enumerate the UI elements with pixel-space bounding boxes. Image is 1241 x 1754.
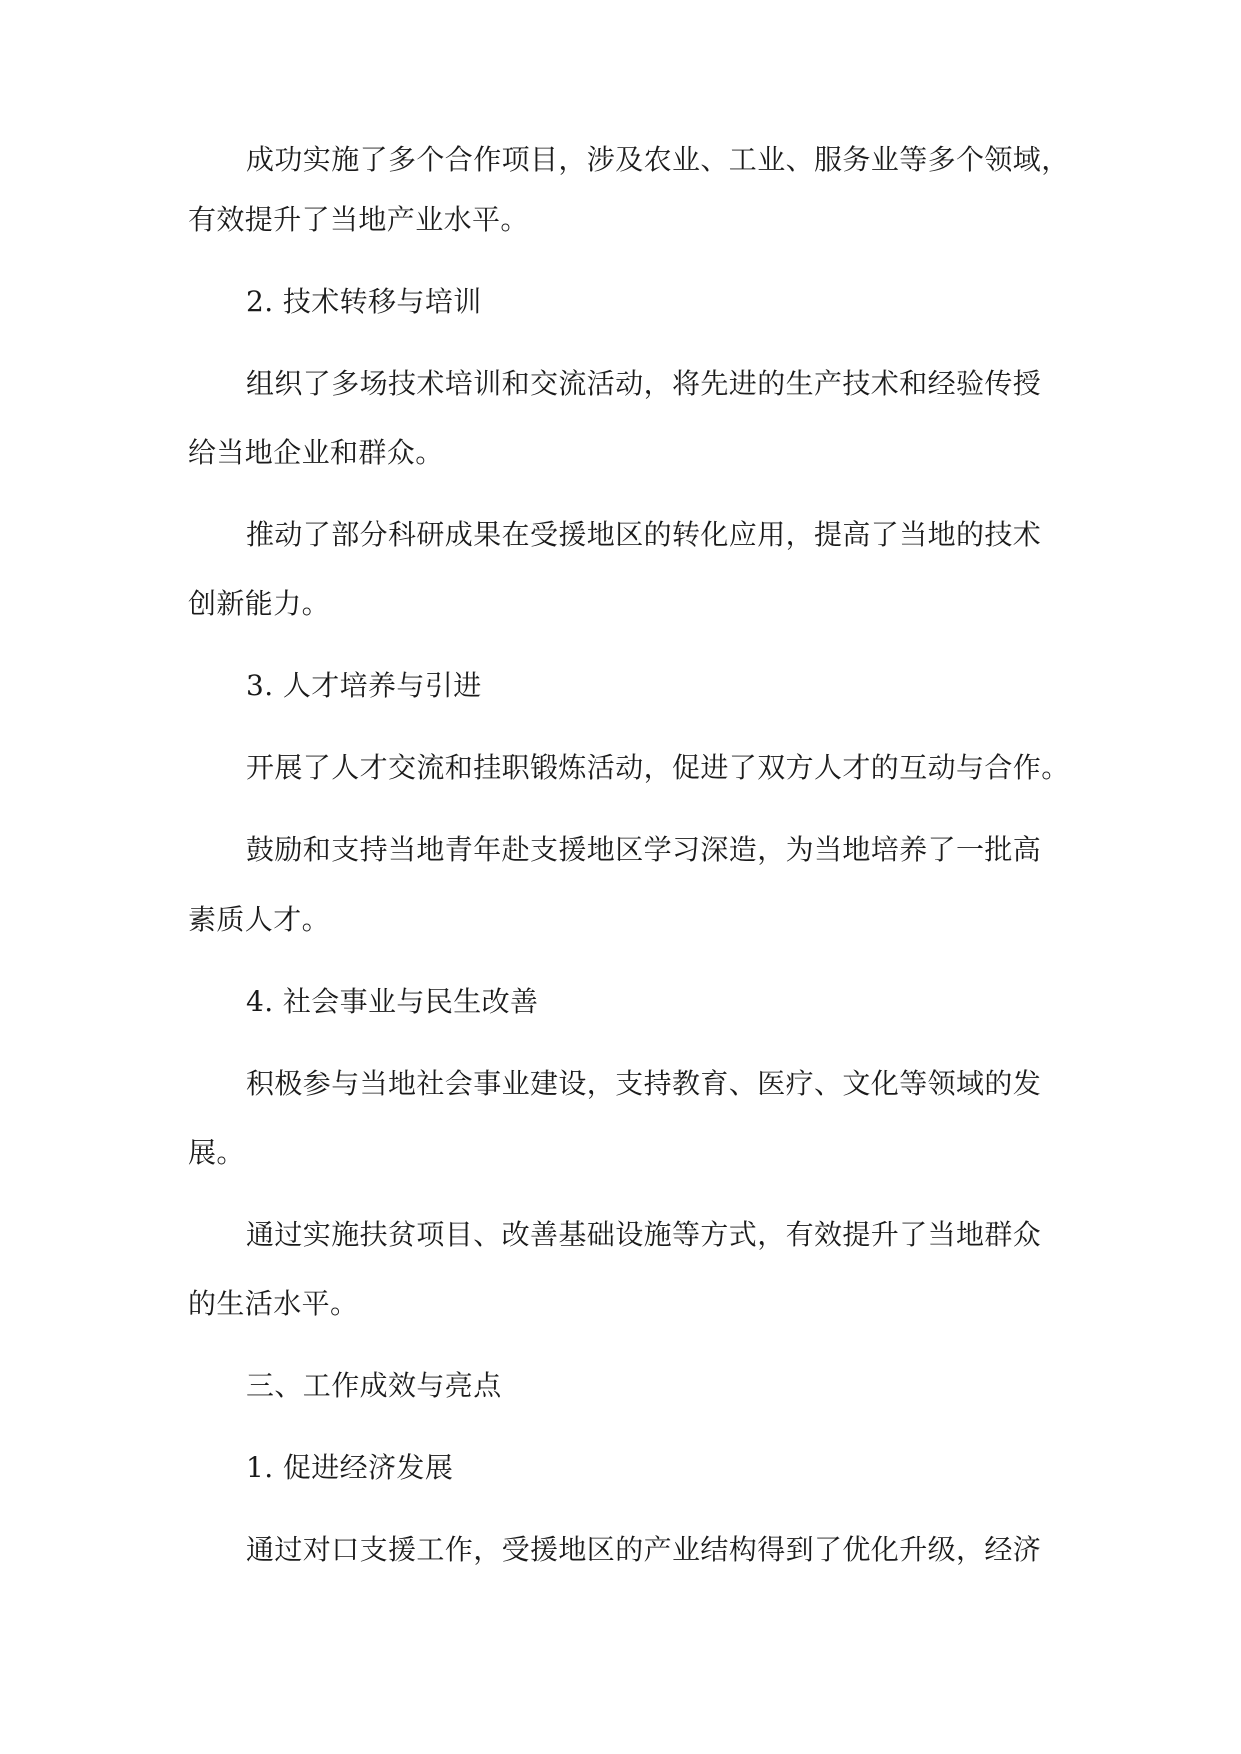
paragraph-line: 推动了部分科研成果在受援地区的转化应用，提高了当地的技术 — [246, 518, 1042, 551]
section-heading: 1. 促进经济发展 — [246, 1451, 454, 1484]
section-heading: 4. 社会事业与民生改善 — [246, 985, 539, 1018]
paragraph-line: 鼓励和支持当地青年赴支援地区学习深造，为当地培养了一批高 — [246, 833, 1042, 866]
paragraph-line: 给当地企业和群众。 — [188, 436, 444, 469]
paragraph-line: 有效提升了当地产业水平。 — [188, 203, 529, 236]
paragraph-line: 展。 — [188, 1136, 245, 1169]
paragraph-line: 积极参与当地社会事业建设，支持教育、医疗、文化等领域的发 — [246, 1067, 1042, 1100]
paragraph-line: 通过对口支援工作，受援地区的产业结构得到了优化升级，经济 — [246, 1533, 1042, 1566]
section-heading: 2. 技术转移与培训 — [246, 285, 482, 318]
chapter-heading: 三、工作成效与亮点 — [246, 1369, 502, 1402]
paragraph-line: 成功实施了多个合作项目，涉及农业、工业、服务业等多个领域， — [246, 143, 1070, 176]
paragraph-line: 开展了人才交流和挂职锻炼活动，促进了双方人才的互动与合作。 — [246, 751, 1070, 784]
section-heading: 3. 人才培养与引进 — [246, 669, 482, 702]
paragraph-line: 组织了多场技术培训和交流活动，将先进的生产技术和经验传授 — [246, 367, 1042, 400]
paragraph-line: 的生活水平。 — [188, 1287, 359, 1320]
paragraph-line: 素质人才。 — [188, 903, 331, 936]
paragraph-line: 通过实施扶贫项目、改善基础设施等方式，有效提升了当地群众 — [246, 1218, 1042, 1251]
paragraph-line: 创新能力。 — [188, 587, 331, 620]
